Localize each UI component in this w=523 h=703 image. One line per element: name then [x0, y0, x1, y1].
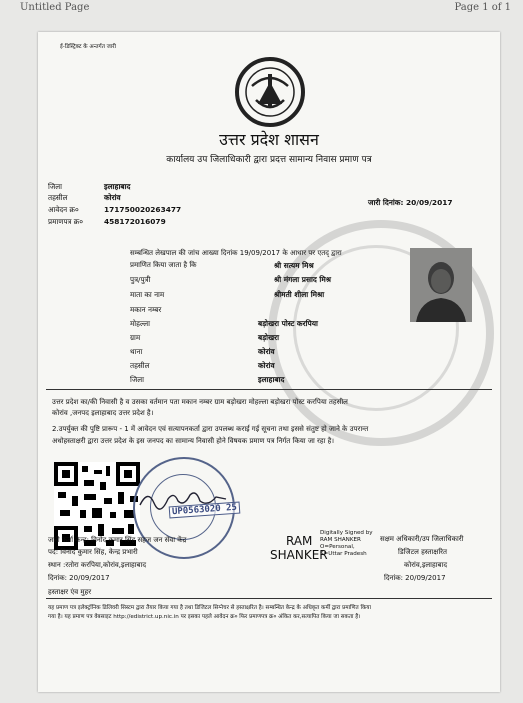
signer-name-line-2: SHANKER [270, 548, 328, 562]
browser-header [0, 0, 523, 16]
footer-line-1: यह प्रमाण पत्र इलेक्ट्रॉनिक डिलिवरी सिस्टम द्वारा तैयार किया गया है तथा डिजिटल सिग्नेचर से हस्ताक्षरित है। सम्बन्धित केन्द्र के अधिकृत कर्मी द्वारा प्रमाणित किया [48, 605, 371, 611]
officer-digital-signed: डिजिटल हस्ताक्षरित [398, 548, 447, 556]
detail-value-police-station: कोरांव [258, 347, 275, 356]
officer-location: कोरांव,इलाहाबाद [404, 561, 448, 569]
digital-signature-detail-2: RAM SHANKER [320, 537, 361, 543]
digital-signature-detail-4: S=Uttar Pradesh [320, 551, 367, 557]
meta-value-certificate-no: 458172016079 [104, 217, 166, 226]
detail-label-police-station: थाना [130, 347, 143, 356]
signer-name-line-1: RAM [286, 534, 313, 548]
statement-line-4: अधोहस्ताक्षरी द्वारा उत्तर प्रदेश के इस जनपद का सामान्य निवासी होने विषयक प्रमाण पत्र निर्गत किया जा रहा है। [52, 437, 335, 445]
detail-value-mother: श्रीमती शीला मिश्रा [274, 290, 325, 299]
officer-title: सक्षम अधिकारी/उप जिलाधिकारी [380, 535, 464, 543]
page-title: Untitled Page [20, 2, 90, 13]
detail-value-parent: श्री मंगला प्रसाद मिश्र [274, 275, 331, 284]
page-indicator: Page 1 of 1 [454, 2, 511, 13]
meta-value-application-no: 171750020263477 [104, 205, 182, 214]
footer-divider [46, 598, 492, 599]
detail-value-name: श्री सत्यम मिश्र [274, 261, 314, 270]
detail-value-village: बड़ोखरा [258, 333, 280, 342]
meta-value-tehsil: कोरांव [104, 193, 121, 202]
statement-line-1: उत्तर प्रदेश का/की निवासी है व उसका वर्तमान पता मकान नम्बर ग्राम बड़ोखरा मोहल्ला बड़ोखरा पोस्ट करपिया तहसील [52, 398, 348, 406]
detail-label-mother: माता का नाम [130, 290, 165, 299]
seal-number: UP0563020 25 [169, 502, 241, 519]
meta-label-certificate-no: प्रमाणपत्र क्र० [48, 217, 84, 226]
statement-line-2: कोरांव ,जनपद इलाहाबाद उत्तर प्रदेश है। [52, 409, 154, 417]
detail-label-tehsil: तहसील [130, 361, 150, 370]
digital-signature-detail-3: O=Personal, [320, 544, 355, 550]
issue-date: जारी दिनांक: 20/09/2017 [368, 198, 453, 207]
emblem-logo [234, 56, 306, 132]
detail-label-parent: पुत्र/पुत्री [130, 275, 151, 284]
section-divider [46, 389, 492, 390]
intro-line-1: सम्बन्धित लेखपाल की जांच आख्या दिनांक 19/09/2017 के आधार पर एतद् द्वारा [130, 249, 342, 257]
issuer-date: दिनांक: 20/09/2017 [48, 574, 110, 582]
detail-label-village: ग्राम [130, 333, 141, 342]
detail-label-house-no: मकान नम्बर [130, 305, 162, 314]
digital-signature-detail-1: Digitally Signed by [320, 530, 373, 536]
detail-value-locality: बड़ोखरा पोस्ट करपिया [258, 319, 318, 328]
certificate-sheet [38, 32, 500, 692]
issuing-center: जारी कर्ता केन्द्र: विनोद कुमार सिंह सहज जन सेवा केंद्र [48, 536, 187, 544]
detail-value-tehsil: कोरांव [258, 361, 275, 370]
meta-label-tehsil: तहसील [48, 193, 68, 202]
footer-line-2: गया है। यह प्रमाण पत्र वेबसाइट http://edistrict.up.nic.in पर इसका पहले आवेदन क्र० फिर प्रमाणपत्र क्र० अंकित कर,सत्यापित किया जा सकता है। [48, 614, 361, 620]
document-subtitle: कार्यालय उप जिलाधिकारी द्वारा प्रदत्त सामान्य निवास प्रमाण पत्र [166, 155, 372, 165]
issuer-seal-label: हस्ताक्षर एंव मुहर [48, 588, 92, 596]
statement-line-3: 2.उपर्युक्त की पुष्टि प्रारूप - 1 में आवेदन एवं सत्यापनकर्ता द्वारा उपलब्ध कराई गई सूचना तथा इससे संतुष्ट हो जाने के उपरान्त [52, 425, 369, 433]
applicant-photo [410, 248, 472, 322]
detail-label-district: जिला [130, 375, 144, 384]
top-note: ई-डिस्ट्रिक्ट के अन्तर्गत जारी [60, 44, 117, 50]
intro-line-2: प्रमाणित किया जाता है कि [130, 261, 197, 269]
detail-value-district: इलाहाबाद [258, 375, 285, 384]
meta-value-district: इलाहाबाद [104, 182, 131, 191]
detail-label-locality: मोहल्ला [130, 319, 150, 328]
issuer-post: पद: विनोद कुमार सिंह, केन्द्र प्रभारी [48, 548, 138, 556]
meta-label-application-no: आवेदन क्र० [48, 205, 79, 214]
document-title: उत्तर प्रदेश शासन [219, 130, 319, 149]
officer-date: दिनांक: 20/09/2017 [384, 574, 446, 582]
meta-label-district: जिला [48, 182, 62, 191]
issuer-place: स्थान :रतोरा करपिया,कोरांव,इलाहाबाद [48, 561, 147, 569]
